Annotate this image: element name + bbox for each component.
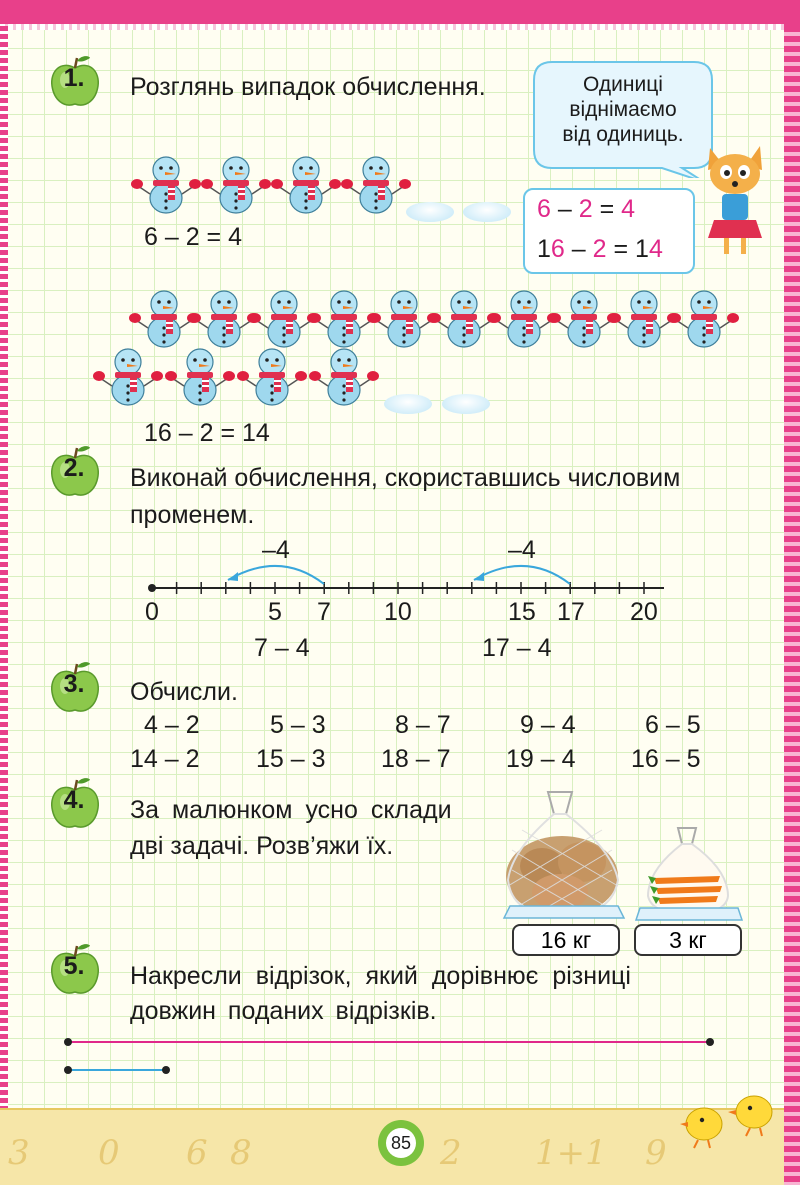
task-1-instruction: Розглянь випадок обчислення. bbox=[130, 73, 486, 101]
speech-bubble bbox=[532, 58, 714, 178]
tick-label-15: 15 bbox=[508, 598, 536, 626]
task-4-apple-icon bbox=[50, 776, 102, 832]
box-eq2-r1: 1 bbox=[635, 235, 649, 263]
task-5-apple-icon bbox=[50, 942, 102, 998]
expression-17-minus-4: 17 – 4 bbox=[482, 634, 552, 662]
task-2-instruction-line-2: променем. bbox=[130, 501, 255, 529]
melted-snowman-puddle bbox=[442, 394, 490, 414]
tick-label-10: 10 bbox=[384, 598, 412, 626]
expression-r1-5: 6 – 5 bbox=[645, 711, 701, 739]
task-4-instruction-line-1: За малюнком усно склади bbox=[130, 796, 452, 824]
page-border-right bbox=[784, 26, 800, 1185]
task-1-number: 1. bbox=[63, 64, 85, 92]
tick-label-5: 5 bbox=[268, 598, 282, 626]
melted-snowman-puddle bbox=[384, 394, 432, 414]
snowman-icon bbox=[340, 148, 412, 216]
task-1-apple-icon bbox=[50, 54, 102, 110]
box-eq2-a1: 1 bbox=[537, 235, 551, 263]
fox-character-image bbox=[700, 140, 770, 260]
box-eq2-op: – bbox=[571, 235, 586, 263]
box-eq1-eq: = bbox=[599, 195, 615, 223]
tick-label-7: 7 bbox=[317, 598, 331, 626]
tick-label-17: 17 bbox=[557, 598, 585, 626]
melted-snowman-puddle bbox=[463, 202, 511, 222]
tick-label-20: 20 bbox=[630, 598, 658, 626]
equation-box bbox=[523, 188, 695, 274]
box-eq2-a2: 6 bbox=[550, 235, 565, 263]
expression-r2-2: 15 – 3 bbox=[256, 745, 326, 773]
expression-r1-3: 8 – 7 bbox=[395, 711, 451, 739]
snowman-icon bbox=[164, 340, 236, 408]
equation-16-minus-2: 16 – 2 = 14 bbox=[144, 419, 270, 447]
expression-7-minus-4: 7 – 4 bbox=[254, 634, 310, 662]
snowman-icon bbox=[130, 148, 202, 216]
task-4-instruction-line-2: дві задачі. Розв’яжи їх. bbox=[130, 832, 394, 860]
box-equation-1 bbox=[537, 194, 635, 225]
task-2-number: 2. bbox=[63, 454, 85, 482]
expression-r2-1: 14 – 2 bbox=[130, 745, 200, 773]
page-number-badge bbox=[378, 1120, 424, 1166]
snowman-icon bbox=[668, 282, 740, 350]
page-border-top bbox=[0, 24, 784, 30]
expression-r1-4: 9 – 4 bbox=[520, 711, 576, 739]
snowman-icon bbox=[200, 148, 272, 216]
bubble-line-3: від одиниць. bbox=[562, 123, 684, 147]
task-2-apple-icon bbox=[50, 444, 102, 500]
expression-r2-3: 18 – 7 bbox=[381, 745, 451, 773]
decorative-footer: 3 0 6 8 2 1+1 9 bbox=[0, 1108, 784, 1185]
box-equation-2 bbox=[537, 234, 663, 265]
expression-r2-5: 16 – 5 bbox=[631, 745, 701, 773]
snowman-icon bbox=[92, 340, 164, 408]
box-eq1-op: – bbox=[557, 195, 572, 223]
task-2-instruction-line-1: Виконай обчислення, скориставшись числовим bbox=[130, 464, 681, 492]
expression-r1-1: 4 – 2 bbox=[144, 711, 200, 739]
task-5-number: 5. bbox=[63, 952, 85, 980]
potato-weight-label: 16 кг bbox=[512, 924, 620, 956]
task-3-number: 3. bbox=[63, 670, 85, 698]
tick-label-0: 0 bbox=[145, 598, 159, 626]
equation-6-minus-2: 6 – 2 = 4 bbox=[144, 223, 242, 251]
bubble-line-1: Одиниці bbox=[583, 73, 663, 96]
task-4-number: 4. bbox=[63, 786, 85, 814]
box-eq1-b: 2 bbox=[578, 195, 593, 223]
snowman-icon bbox=[270, 148, 342, 216]
task-3-instruction: Обчисли. bbox=[130, 678, 238, 706]
potato-bag-image bbox=[502, 790, 626, 920]
melted-snowman-puddle bbox=[406, 202, 454, 222]
page-number: 85 bbox=[386, 1128, 416, 1158]
segments-figure bbox=[60, 1034, 720, 1080]
snowman-icon bbox=[308, 340, 380, 408]
bubble-line-2: віднімаємо bbox=[569, 98, 677, 122]
task-3-apple-icon bbox=[50, 660, 102, 716]
expression-r2-4: 19 – 4 bbox=[506, 745, 576, 773]
task-5-instruction-line-1: Накресли відрізок, який дорівнює різниці bbox=[130, 962, 631, 990]
snowman-icon bbox=[236, 340, 308, 408]
task-5-instruction-line-2: довжин поданих відрізків. bbox=[130, 997, 437, 1025]
arc-label-1: –4 bbox=[262, 536, 290, 564]
box-eq2-b: 2 bbox=[592, 235, 607, 263]
page-border-left bbox=[0, 26, 8, 1185]
box-eq2-r2: 4 bbox=[648, 235, 663, 263]
box-eq2-eq: = bbox=[613, 235, 629, 263]
carrot-bag-image bbox=[634, 826, 744, 922]
box-eq1-r: 4 bbox=[621, 195, 636, 223]
arc-label-2: –4 bbox=[508, 536, 536, 564]
box-eq1-a: 6 bbox=[537, 195, 551, 223]
carrot-weight-label: 3 кг bbox=[634, 924, 742, 956]
expression-r1-2: 5 – 3 bbox=[270, 711, 326, 739]
chicks-image bbox=[680, 1090, 784, 1152]
